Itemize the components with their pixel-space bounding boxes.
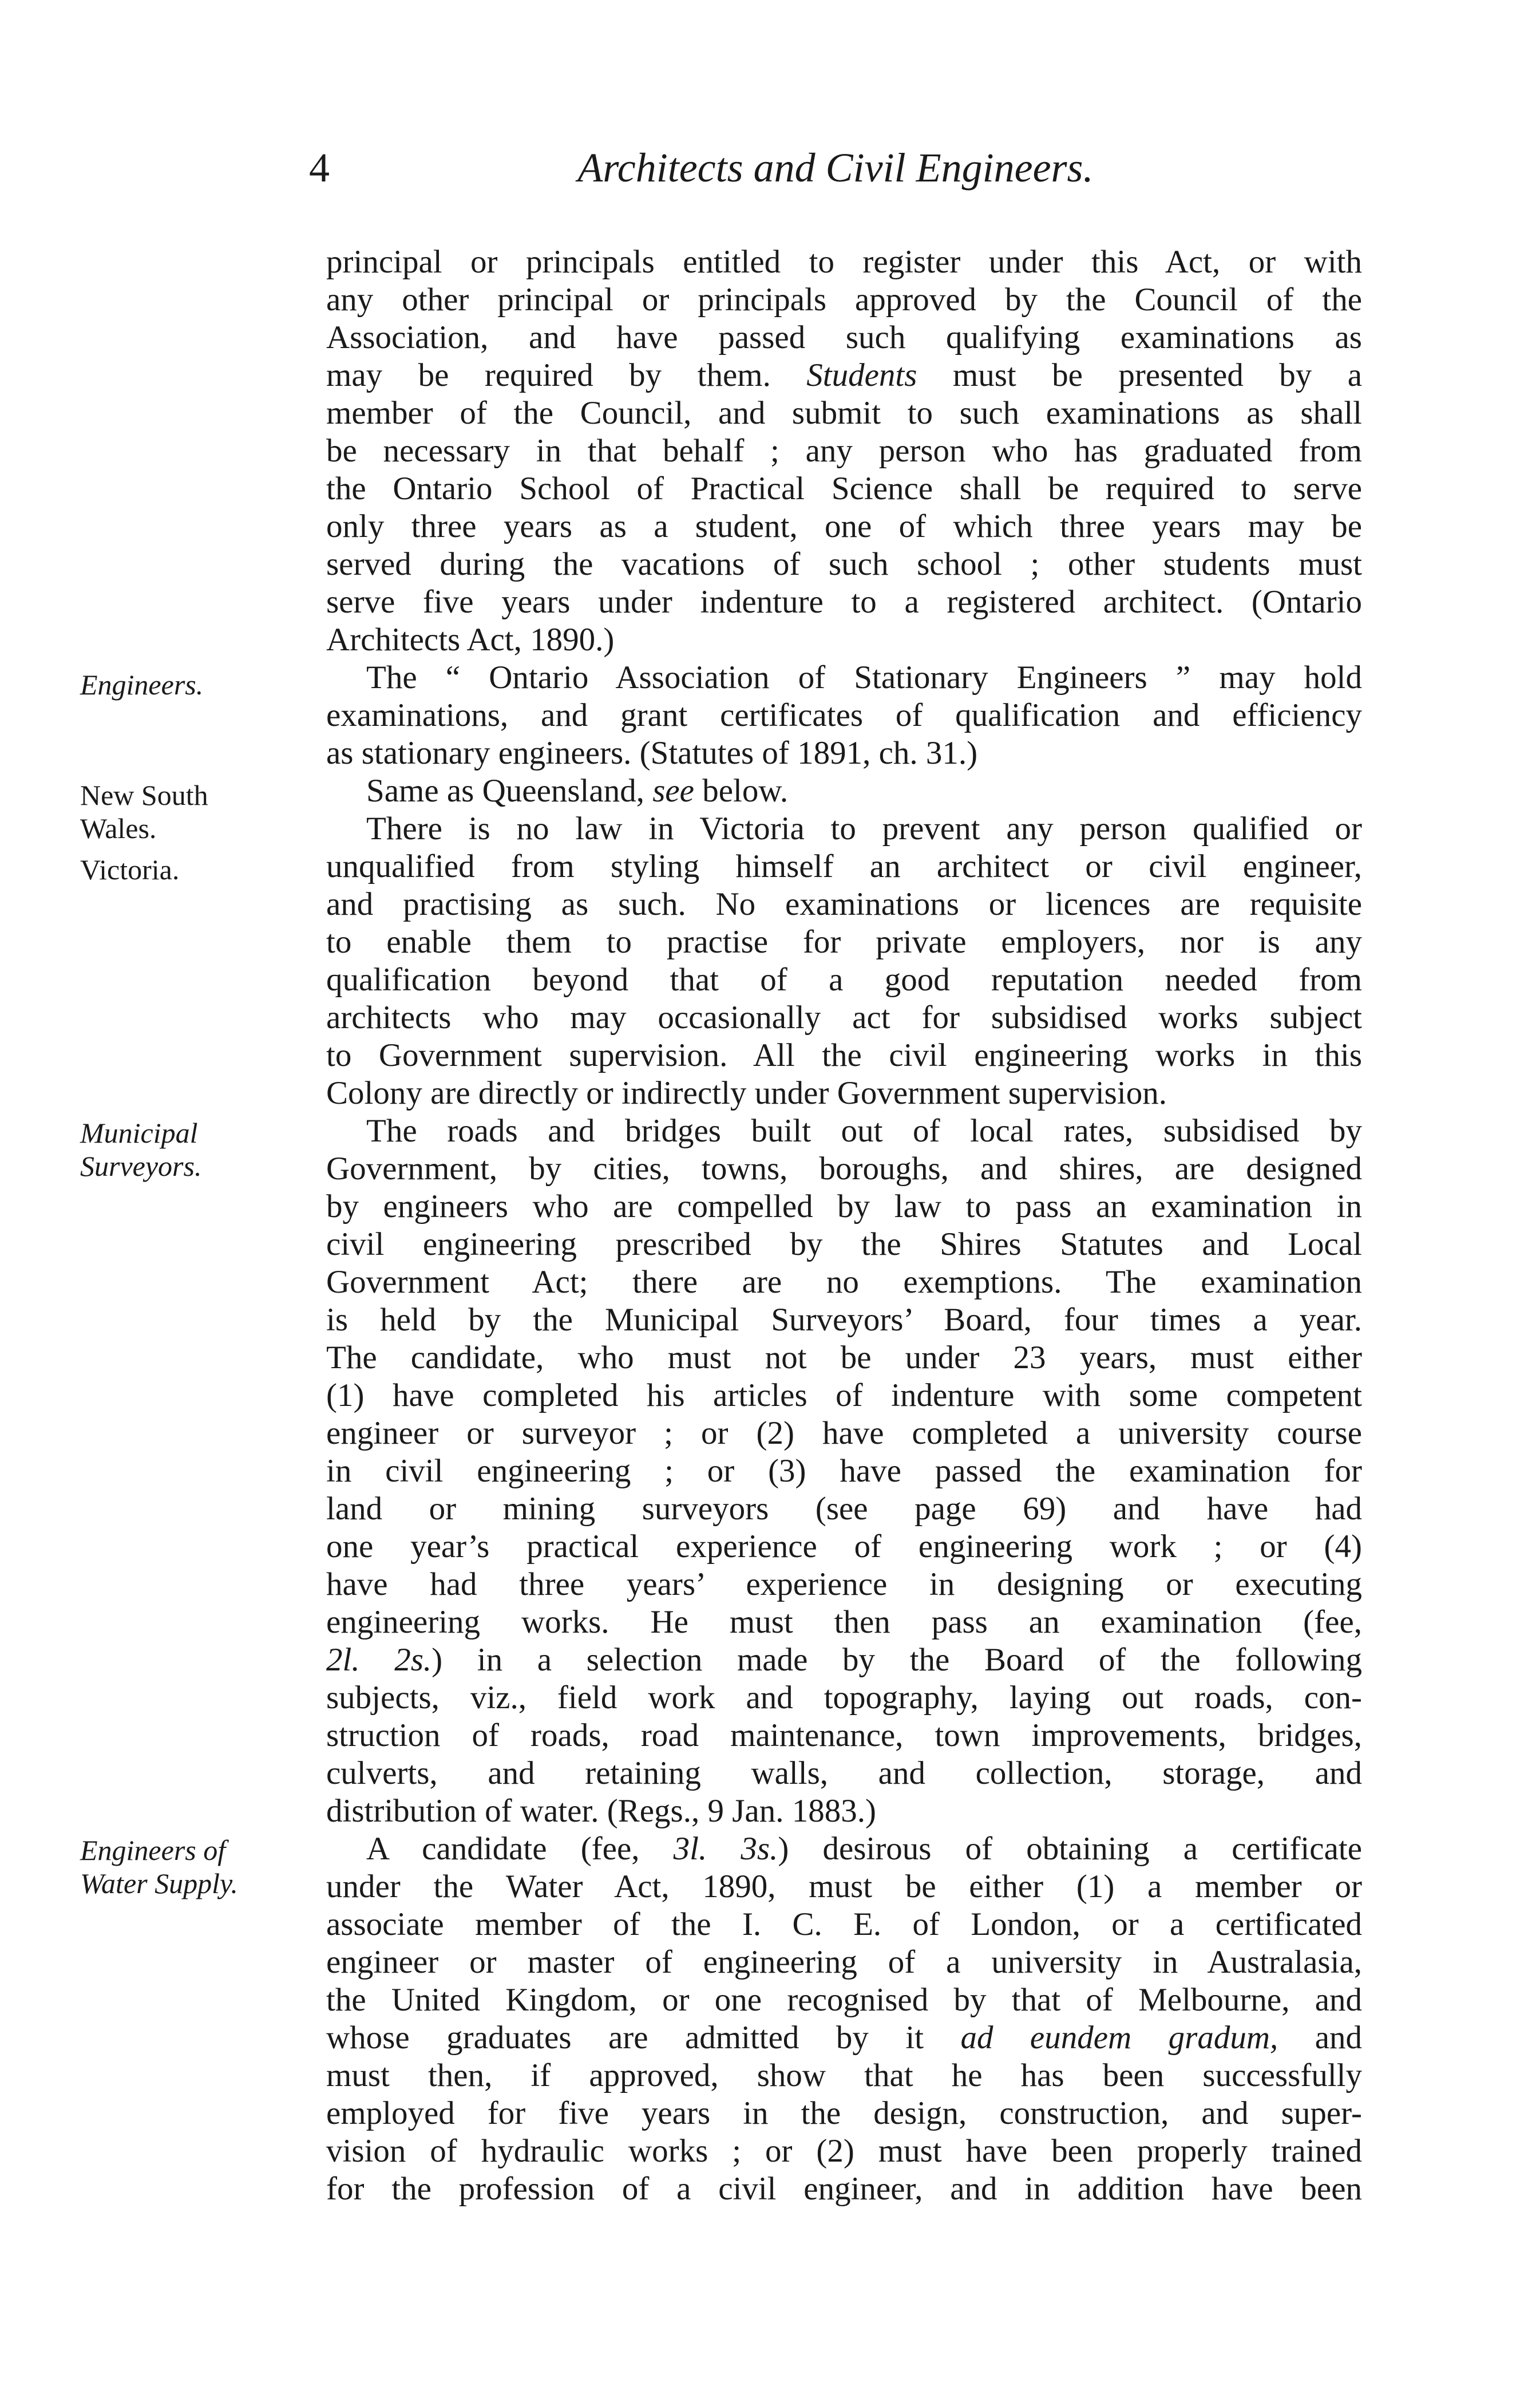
text-run: must be presented by a [917,357,1362,393]
text-line: be necessary in that behalf ; any person who has graduated from [326,433,1362,469]
margin-note-engineers [80,668,309,701]
paragraph-municipal-surveyors [326,1112,1362,1830]
text-line: unqualified from styling himself an architect or civil engineer, [326,848,1362,884]
text-line: architects who may occasionally act for subsidised works subject [326,1000,1362,1036]
italic-students: Students [806,357,917,393]
text-line [326,1830,1362,1868]
text-run: ) in a selection made by the Board of the following [431,1642,1362,1678]
margin-note-municipal-line-1: Municipal [80,1117,198,1149]
margin-note-victoria-text: Victoria. [80,854,180,886]
italic-fee: 3l. 3s. [673,1831,778,1867]
text-line: engineer or surveyor ; or (2) have completed a university course [326,1415,1362,1451]
text-line: must then, if approved, show that he has been successfully [326,2057,1362,2093]
text-line: have had three years’ experience in designing or executing [326,1566,1362,1602]
italic-latin: ad eundem gradum, [960,2020,1278,2056]
text-run: and [1278,2020,1362,2056]
text-run: ) desirous of obtaining a certificate [778,1831,1362,1867]
text-line: the Ontario School of Practical Science shall be required to serve [326,471,1362,507]
text-line: Architects Act, 1890.) [326,622,615,658]
text-line: culverts, and retaining walls, and collection, storage, and [326,1755,1362,1791]
text-line: as stationary engineers. (Statutes of 1891, ch. 31.) [326,735,978,771]
text-run: may be required by them. [326,357,807,393]
text-line: for the profession of a civil engineer, and in addition have been [326,2171,1362,2207]
text-line: There is no law in Victoria to prevent any person qualified or [366,811,1362,847]
text-line [326,357,1362,394]
margin-note-municipal-surveyors [80,1116,309,1183]
text-line: Colony are directly or indirectly under Government supervision. [326,1075,1167,1111]
margin-note-water-line-1: Engineers of [80,1834,226,1866]
page-number: 4 [309,145,330,191]
text-line: (1) have completed his articles of indenture with some competent [326,1377,1362,1413]
margin-note-water-supply [80,1834,309,1900]
margin-note-nsw-line-1: New South [80,779,208,811]
text-line: engineering works. He must then pass an examination (fee, [326,1604,1362,1640]
text-line: serve five years under indenture to a registered architect. (Ontario [326,584,1362,620]
text-line: The candidate, who must not be under 23 years, must either [326,1340,1362,1376]
text-line: land or mining surveyors (see page 69) and have had [326,1491,1362,1527]
text-run: below. [694,773,789,809]
text-line: The roads and bridges built out of local rates, subsidised by [366,1113,1362,1149]
text-line: Government, by cities, towns, boroughs, and shires, are designed [326,1151,1362,1187]
text-line: member of the Council, and submit to such examinations as shall [326,395,1362,431]
margin-note-nsw-line-2: Wales. [80,812,157,844]
margin-note-new-south-wales [80,779,309,845]
text-line: employed for five years in the design, construction, and super- [326,2095,1362,2131]
text-line: the United Kingdom, or one recognised by that of Melbourne, and [326,1982,1362,2018]
running-head: Architects and Civil Engineers. [577,145,1094,191]
text-line: one year’s practical experience of engineering work ; or (4) [326,1528,1362,1565]
text-line: engineer or master of engineering of a university in Australasia, [326,1944,1362,1980]
text-line [326,1641,1362,1679]
paragraph-victoria [326,810,1362,1112]
text-line: examinations, and grant certificates of qualification and efficiency [326,697,1362,733]
text-line: and practising as such. No examinations or licences are requisite [326,886,1362,922]
paragraph-water-supply [326,1830,1362,2208]
text-run: A candidate (fee, [366,1831,674,1867]
text-line: qualification beyond that of a good reputation needed from [326,962,1362,998]
text-line: subjects, viz., field work and topography, laying out roads, con- [326,1680,1362,1716]
text-line: Government Act; there are no exemptions. The examination [326,1264,1362,1300]
page-header [309,142,1362,193]
text-line: civil engineering prescribed by the Shires Statutes and Local [326,1226,1362,1262]
text-line: struction of roads, road maintenance, town improvements, bridges, [326,1717,1362,1753]
paragraph-stationary-engineers [326,659,1362,772]
text-line [326,2019,1362,2057]
text-line: any other principal or principals approved by the Council of the [326,282,1362,318]
italic-see: see [652,773,694,809]
text-line: by engineers who are compelled by law to pass an examination in [326,1188,1362,1224]
body-text [326,243,1362,2208]
margin-note-water-line-2: Water Supply. [80,1867,238,1899]
margin-note-engineers-text: Engineers. [80,669,204,701]
text-line: associate member of the I. C. E. of London, or a certificated [326,1906,1362,1942]
text-line: vision of hydraulic works ; or (2) must have been properly trained [326,2133,1362,2169]
text-line: to Government supervision. All the civil engineering works in this [326,1037,1362,1073]
text-line: to enable them to practise for private employers, nor is any [326,924,1362,960]
italic-fee: 2l. 2s. [326,1642,432,1678]
paragraph-new-south-wales [326,772,1362,810]
text-line: Association, and have passed such qualifying examinations as [326,319,1362,355]
text-line: distribution of water. (Regs., 9 Jan. 1883.) [326,1793,876,1829]
text-run: Same as Queensland, [366,773,653,809]
text-line: only three years as a student, one of which three years may be [326,508,1362,544]
margin-note-municipal-line-2: Surveyors. [80,1150,202,1182]
text-run: whose graduates are admitted by it [326,2020,961,2056]
text-line: served during the vacations of such school ; other students must [326,546,1362,582]
text-line: The “ Ontario Association of Stationary Engineers ” may hold [366,659,1362,696]
margin-note-victoria [80,853,309,886]
text-line: is held by the Municipal Surveyors’ Board, four times a year. [326,1302,1362,1338]
text-line: in civil engineering ; or (3) have passed the examination for [326,1453,1362,1489]
paragraph-architects-ontario [326,243,1362,659]
text-line: principal or principals entitled to register under this Act, or with [326,244,1362,280]
text-line [326,772,1362,810]
text-line: under the Water Act, 1890, must be either (1) a member or [326,1868,1362,1905]
